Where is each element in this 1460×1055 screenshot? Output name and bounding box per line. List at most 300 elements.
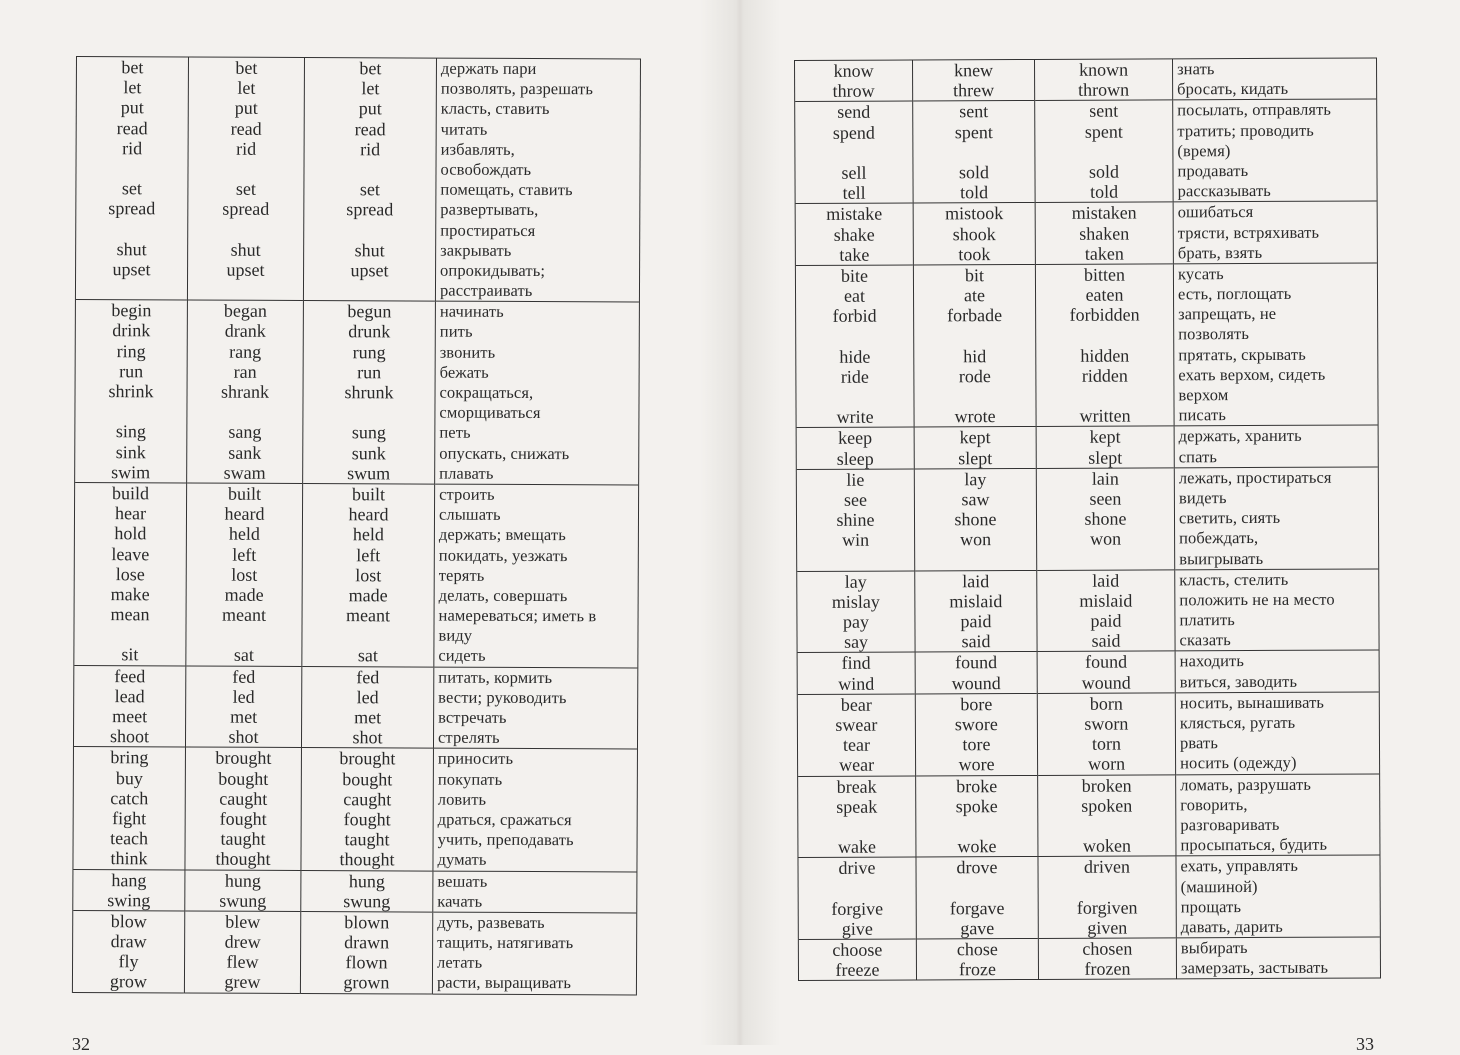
page-number: 33 bbox=[1356, 1034, 1374, 1054]
base-form-text: lay bbox=[844, 571, 867, 592]
irregular-verbs-table-left bbox=[72, 56, 641, 995]
past-participle-cell bbox=[303, 301, 436, 484]
base-form-text: mean bbox=[110, 604, 150, 625]
past-simple-text: spread bbox=[222, 198, 270, 220]
past-simple-text: threw bbox=[953, 80, 995, 101]
base-form-text: write bbox=[836, 406, 874, 428]
base-form-text: tear bbox=[842, 734, 871, 755]
past-simple-cell bbox=[914, 468, 1036, 570]
past-simple-text: set bbox=[235, 178, 256, 199]
base-form-text: swear bbox=[835, 714, 878, 735]
past-simple-text: began bbox=[223, 300, 267, 322]
past-simple-text: wrote bbox=[954, 406, 996, 427]
base-form-text: drink bbox=[112, 320, 151, 341]
base-form-text: bite bbox=[840, 265, 868, 286]
past-simple-text: woke bbox=[957, 836, 997, 857]
past-simple-cell bbox=[915, 693, 1037, 775]
base-form-text: wake bbox=[837, 836, 876, 857]
base-form-text bbox=[798, 816, 915, 837]
base-form-text: spend bbox=[832, 122, 875, 143]
base-form-text: keep bbox=[838, 428, 873, 449]
past-participle-cell bbox=[1037, 570, 1175, 652]
past-simple-text: found bbox=[955, 652, 998, 673]
past-simple-text: knew bbox=[954, 60, 994, 81]
base-form-text bbox=[76, 279, 187, 300]
translation-text: тратить; проводить bbox=[1177, 120, 1314, 140]
base-form-text: mislay bbox=[831, 591, 880, 612]
past-simple-text: rang bbox=[229, 341, 262, 362]
verb-group bbox=[75, 300, 640, 485]
translation-text: есть, поглощать bbox=[1177, 283, 1292, 304]
past-simple-text: gave bbox=[960, 918, 995, 939]
past-participle-text: sworn bbox=[1084, 713, 1129, 734]
past-participle-text bbox=[1036, 325, 1173, 346]
translation-text: виться, заводить bbox=[1179, 671, 1298, 691]
base-form-text: say bbox=[843, 631, 869, 653]
past-participle-cell bbox=[1038, 938, 1176, 980]
past-participle-text: taken bbox=[1084, 243, 1124, 264]
past-participle-cell bbox=[1034, 59, 1172, 101]
translation-text: освобождать bbox=[440, 159, 532, 179]
translation-cell bbox=[433, 748, 638, 871]
past-participle-text: won bbox=[1090, 528, 1122, 550]
base-form-cell bbox=[74, 482, 187, 665]
base-form-text: shine bbox=[836, 509, 875, 530]
base-form-text: sell bbox=[841, 162, 867, 183]
past-simple-text: saw bbox=[961, 489, 990, 510]
translation-text: сморщиваться bbox=[439, 402, 541, 423]
past-simple-text: flew bbox=[226, 951, 259, 973]
translation-text: клясться, ругать bbox=[1179, 712, 1296, 733]
base-form-text: swim bbox=[111, 461, 151, 483]
past-simple-text: ate bbox=[963, 285, 986, 306]
past-simple-text: upset bbox=[226, 259, 265, 280]
base-form-cell bbox=[73, 747, 186, 870]
past-simple-text bbox=[188, 280, 303, 301]
base-form-text: give bbox=[841, 918, 873, 939]
translation-text: вести; руководить bbox=[438, 687, 567, 707]
translation-text: покидать, уезжать bbox=[438, 545, 568, 565]
translation-text: вешать bbox=[437, 871, 488, 891]
past-participle-text: run bbox=[357, 362, 382, 383]
past-simple-text: swung bbox=[219, 890, 267, 911]
past-simple-cell bbox=[916, 857, 1038, 939]
past-simple-text: said bbox=[961, 631, 991, 652]
translation-cell bbox=[433, 667, 637, 750]
past-participle-cell bbox=[301, 666, 433, 748]
base-form-cell bbox=[795, 101, 913, 203]
base-form-text: know bbox=[833, 60, 874, 81]
base-form-cell bbox=[796, 427, 914, 469]
translation-text: светить, сиять bbox=[1178, 508, 1281, 528]
past-participle-text: bitten bbox=[1083, 264, 1125, 285]
past-participle-text: forbidden bbox=[1069, 304, 1140, 326]
base-form-text: hold bbox=[114, 523, 147, 544]
translation-text: учить, преподавать bbox=[437, 829, 574, 850]
past-participle-text: heard bbox=[348, 504, 389, 525]
base-form-text: catch bbox=[110, 787, 149, 809]
translation-text: (время) bbox=[1177, 140, 1231, 161]
base-form-text: sleep bbox=[836, 448, 874, 469]
base-form-text: sink bbox=[115, 441, 146, 462]
past-simple-text: let bbox=[237, 77, 256, 98]
translation-cell bbox=[1174, 425, 1378, 467]
past-simple-text: won bbox=[960, 529, 992, 550]
past-participle-text: frozen bbox=[1084, 958, 1131, 979]
verb-group bbox=[73, 747, 638, 872]
translation-text: трясти, встряхивать bbox=[1177, 222, 1320, 242]
past-simple-text: tore bbox=[962, 734, 991, 755]
translation-text: бросать, кидать bbox=[1177, 79, 1289, 99]
translation-text: лежать, простираться bbox=[1178, 467, 1332, 488]
past-participle-text: left bbox=[356, 544, 381, 565]
past-participle-text: bought bbox=[342, 768, 393, 789]
past-simple-text: thought bbox=[215, 848, 271, 870]
past-participle-text: rung bbox=[352, 341, 386, 362]
translation-text: опрокидывать; bbox=[440, 260, 546, 280]
base-form-text: draw bbox=[110, 931, 147, 952]
past-simple-text: ran bbox=[233, 361, 257, 382]
past-participle-cell bbox=[301, 870, 433, 912]
base-form-text: ring bbox=[116, 340, 146, 361]
translation-text: говорить, bbox=[1180, 794, 1248, 815]
past-participle-text bbox=[303, 402, 434, 423]
translation-cell bbox=[1176, 937, 1380, 979]
translation-text: писать bbox=[1178, 405, 1227, 425]
translation-cell bbox=[1174, 467, 1378, 570]
base-form-cell bbox=[73, 869, 185, 911]
translation-text: сказать bbox=[1179, 630, 1231, 650]
base-form-text: sing bbox=[115, 421, 146, 442]
past-simple-text: spent bbox=[954, 121, 993, 142]
past-simple-text: read bbox=[230, 118, 262, 139]
translation-text: избавлять, bbox=[440, 139, 515, 159]
past-participle-text: sunk bbox=[351, 442, 386, 463]
base-form-text: send bbox=[837, 102, 871, 123]
past-participle-text: told bbox=[1090, 181, 1119, 202]
past-participle-cell bbox=[1035, 264, 1174, 427]
past-simple-text: took bbox=[958, 243, 991, 264]
base-form-text: break bbox=[836, 776, 877, 797]
base-form-text bbox=[796, 386, 913, 407]
translation-text: сокращаться, bbox=[439, 382, 534, 402]
past-simple-text: swore bbox=[954, 714, 998, 735]
translation-text: дуть, развевать bbox=[437, 912, 545, 932]
translation-text: помещать, ставить bbox=[440, 179, 573, 200]
base-form-text: take bbox=[839, 244, 870, 265]
verb-group bbox=[796, 467, 1378, 571]
past-simple-text: led bbox=[232, 686, 255, 707]
past-simple-text: hung bbox=[224, 870, 261, 891]
base-form-text: eat bbox=[843, 285, 866, 306]
translation-cell bbox=[1172, 58, 1376, 100]
base-form-text: shake bbox=[833, 224, 875, 245]
past-participle-text: drawn bbox=[344, 932, 390, 953]
past-simple-cell bbox=[915, 652, 1037, 694]
base-form-text: swing bbox=[107, 889, 151, 911]
base-form-text bbox=[75, 401, 186, 422]
past-participle-text: sung bbox=[351, 422, 386, 443]
base-form-text: fly bbox=[118, 951, 139, 972]
base-form-text: put bbox=[120, 97, 144, 118]
verb-group bbox=[75, 57, 640, 303]
past-participle-text: put bbox=[358, 98, 382, 119]
past-simple-text: fed bbox=[232, 666, 256, 687]
past-simple-cell bbox=[185, 747, 302, 870]
past-simple-text: told bbox=[960, 182, 989, 203]
base-form-text: freeze bbox=[835, 959, 880, 981]
base-form-text: forgive bbox=[831, 898, 884, 919]
past-participle-cell bbox=[1036, 468, 1174, 571]
past-participle-text: caught bbox=[343, 788, 392, 810]
past-simple-cell bbox=[187, 57, 304, 301]
past-simple-text bbox=[913, 142, 1034, 163]
past-participle-text: given bbox=[1087, 917, 1128, 938]
translation-text: опускать, снижать bbox=[439, 443, 570, 463]
translation-text: держать; вмещать bbox=[438, 524, 566, 545]
base-form-cell bbox=[795, 203, 913, 265]
past-simple-cell bbox=[187, 300, 304, 483]
translation-text: прятать, скрывать bbox=[1178, 344, 1306, 364]
past-simple-text: held bbox=[228, 523, 260, 545]
base-form-cell bbox=[75, 57, 188, 301]
past-simple-text: slept bbox=[958, 447, 993, 468]
translation-text: запрещать, не bbox=[1178, 304, 1277, 324]
verb-group bbox=[73, 869, 637, 913]
past-participle-text: mislaid bbox=[1079, 590, 1133, 611]
verb-group bbox=[795, 99, 1377, 203]
past-simple-text bbox=[914, 325, 1035, 346]
past-participle-text: drunk bbox=[348, 321, 391, 342]
translation-text: качать bbox=[437, 891, 483, 911]
verb-group bbox=[795, 201, 1377, 265]
past-participle-cell bbox=[303, 57, 436, 301]
past-participle-text: thrown bbox=[1078, 79, 1130, 100]
past-participle-text: born bbox=[1089, 693, 1123, 714]
translation-text: делать, совершать bbox=[438, 585, 568, 606]
translation-text: продавать bbox=[1177, 160, 1249, 181]
base-form-cell bbox=[797, 652, 915, 694]
past-participle-text: hidden bbox=[1080, 345, 1130, 366]
past-simple-text: sat bbox=[233, 645, 254, 666]
past-participle-text: laid bbox=[1092, 570, 1120, 591]
past-simple-text: rid bbox=[236, 138, 257, 159]
base-form-cell bbox=[797, 571, 915, 653]
translation-text: позволять, разрешать bbox=[440, 78, 594, 99]
past-simple-text: blew bbox=[225, 911, 261, 932]
base-form-text: hang bbox=[111, 869, 147, 890]
past-simple-text bbox=[916, 816, 1037, 837]
base-form-text: sit bbox=[121, 644, 139, 665]
past-participle-text: spoken bbox=[1081, 795, 1133, 816]
past-participle-text: shut bbox=[354, 239, 385, 261]
past-simple-text: lost bbox=[231, 564, 258, 585]
past-participle-text: mistaken bbox=[1071, 202, 1137, 224]
base-form-text: upset bbox=[112, 259, 151, 280]
past-simple-text bbox=[187, 402, 302, 423]
base-form-text: fight bbox=[112, 808, 147, 829]
translation-text: развертывать, bbox=[440, 199, 539, 220]
translation-text: приносить bbox=[437, 748, 514, 769]
past-simple-text bbox=[188, 219, 303, 240]
past-simple-text: drank bbox=[224, 321, 266, 342]
past-participle-text: swum bbox=[347, 462, 391, 484]
translation-text: ловить bbox=[437, 789, 487, 809]
base-form-cell bbox=[798, 857, 916, 939]
past-participle-text: slept bbox=[1088, 447, 1123, 468]
past-participle-cell bbox=[1038, 774, 1176, 856]
past-simple-text: made bbox=[224, 584, 264, 605]
past-participle-text: shone bbox=[1084, 508, 1127, 529]
verb-group bbox=[74, 482, 639, 667]
past-participle-text: blown bbox=[344, 912, 390, 933]
translation-text: покупать bbox=[437, 769, 503, 789]
base-form-text: mistake bbox=[826, 203, 883, 225]
past-participle-text: made bbox=[348, 585, 388, 606]
past-simple-text: wore bbox=[958, 754, 995, 775]
past-simple-cell bbox=[916, 775, 1038, 857]
past-participle-cell bbox=[1037, 651, 1175, 693]
past-simple-text: swam bbox=[223, 462, 266, 483]
past-simple-text: left bbox=[232, 544, 257, 565]
translation-cell bbox=[1176, 855, 1380, 938]
base-form-text: choose bbox=[832, 939, 883, 960]
translation-text: строить bbox=[439, 484, 495, 504]
past-participle-text: meant bbox=[346, 605, 391, 626]
translation-text: посылать, отправлять bbox=[1177, 100, 1332, 120]
past-participle-text: woken bbox=[1082, 835, 1131, 856]
base-form-text: grow bbox=[109, 971, 148, 992]
irregular-verbs-table-right bbox=[794, 57, 1381, 981]
verb-group bbox=[796, 425, 1378, 469]
past-simple-text: shook bbox=[952, 223, 996, 244]
past-participle-text bbox=[1037, 549, 1174, 570]
past-simple-cell bbox=[914, 427, 1036, 469]
past-participle-text: seen bbox=[1089, 488, 1122, 509]
translation-text: просыпаться, будить bbox=[1180, 834, 1328, 855]
base-form-cell bbox=[795, 60, 913, 102]
past-participle-text: lain bbox=[1091, 468, 1119, 489]
past-simple-text: grew bbox=[224, 972, 261, 993]
past-participle-text: let bbox=[361, 78, 380, 99]
past-simple-text: shrank bbox=[220, 381, 270, 402]
past-participle-cell bbox=[1037, 693, 1175, 775]
base-form-text: drive bbox=[838, 857, 876, 879]
translation-text: летать bbox=[437, 952, 483, 973]
past-participle-text: broken bbox=[1081, 775, 1132, 796]
translation-text: держать пари bbox=[440, 58, 537, 79]
base-form-text bbox=[795, 142, 912, 163]
base-form-text bbox=[797, 550, 914, 571]
translation-cell bbox=[1173, 201, 1377, 263]
right-page bbox=[760, 0, 1460, 1054]
base-form-text: hide bbox=[839, 346, 871, 367]
translation-text: выбирать bbox=[1180, 938, 1248, 958]
past-participle-text: torn bbox=[1091, 733, 1122, 754]
translation-cell bbox=[1173, 263, 1378, 426]
past-simple-text: kept bbox=[959, 427, 991, 448]
translation-text: носить, вынашивать bbox=[1179, 692, 1325, 713]
past-participle-text: swung bbox=[343, 890, 391, 912]
past-participle-text: forgiven bbox=[1076, 897, 1138, 918]
translation-cell bbox=[434, 484, 639, 668]
past-participle-text: held bbox=[352, 524, 384, 545]
past-participle-text: known bbox=[1079, 59, 1129, 80]
past-participle-text: worn bbox=[1088, 753, 1126, 775]
past-simple-text: sank bbox=[228, 442, 262, 463]
translation-text: спать bbox=[1178, 446, 1218, 466]
translation-text: (машиной) bbox=[1180, 876, 1258, 896]
base-form-text: bear bbox=[840, 694, 872, 715]
past-simple-cell bbox=[916, 939, 1038, 981]
base-form-cell bbox=[72, 910, 184, 992]
translation-text: выигрывать bbox=[1179, 548, 1264, 568]
base-form-text bbox=[796, 326, 913, 347]
past-participle-text: taught bbox=[344, 829, 390, 850]
past-simple-text: chose bbox=[956, 939, 998, 960]
translation-text: прощать bbox=[1180, 896, 1242, 917]
past-simple-text: bought bbox=[218, 768, 269, 789]
translation-cell bbox=[435, 301, 640, 485]
base-form-text bbox=[76, 158, 187, 179]
base-form-text: shrink bbox=[108, 381, 154, 402]
past-participle-text bbox=[1035, 141, 1172, 162]
base-form-text bbox=[799, 878, 916, 899]
translation-text: расстраивать bbox=[439, 280, 533, 301]
translation-cell bbox=[1175, 569, 1379, 652]
base-form-text: tell bbox=[842, 182, 866, 203]
past-simple-text bbox=[914, 386, 1035, 407]
past-participle-text: said bbox=[1091, 630, 1121, 651]
translation-text: положить не на место bbox=[1179, 589, 1335, 610]
base-form-text: meet bbox=[112, 706, 148, 727]
base-form-text: wind bbox=[838, 673, 875, 694]
base-form-text bbox=[76, 219, 187, 240]
past-participle-text bbox=[302, 625, 433, 646]
past-simple-cell bbox=[185, 869, 301, 911]
past-simple-text: rode bbox=[958, 365, 991, 387]
translation-cell bbox=[433, 871, 637, 913]
past-simple-text: forgave bbox=[949, 897, 1005, 919]
base-form-text: hear bbox=[114, 503, 147, 524]
past-simple-text: wound bbox=[951, 672, 1001, 693]
base-form-text: teach bbox=[110, 828, 149, 849]
translation-text: закрывать bbox=[440, 240, 512, 260]
base-form-text: throw bbox=[832, 80, 875, 102]
base-form-text: pay bbox=[842, 611, 869, 632]
past-participle-text: brought bbox=[339, 748, 396, 769]
past-participle-text: fed bbox=[356, 666, 380, 687]
past-participle-text: fought bbox=[343, 809, 391, 830]
translation-text: ехать, управлять bbox=[1180, 856, 1298, 876]
verb-group bbox=[795, 58, 1377, 102]
translation-text: носить (одежду) bbox=[1180, 753, 1297, 773]
translation-text: рассказывать bbox=[1177, 181, 1271, 201]
past-simple-text: shot bbox=[228, 726, 259, 747]
past-participle-text: ridden bbox=[1081, 365, 1128, 386]
base-form-text: ride bbox=[840, 366, 869, 387]
translation-text: плавать bbox=[439, 463, 494, 483]
past-simple-text: forbade bbox=[947, 305, 1003, 326]
translation-text: тащить, натягивать bbox=[437, 932, 574, 953]
past-simple-cell bbox=[913, 203, 1035, 265]
base-form-text: leave bbox=[111, 543, 150, 564]
past-participle-text: built bbox=[352, 484, 386, 505]
past-simple-text: hid bbox=[963, 345, 987, 366]
base-form-text: think bbox=[110, 848, 148, 869]
verb-group bbox=[798, 855, 1380, 939]
past-participle-text: begun bbox=[347, 301, 392, 322]
